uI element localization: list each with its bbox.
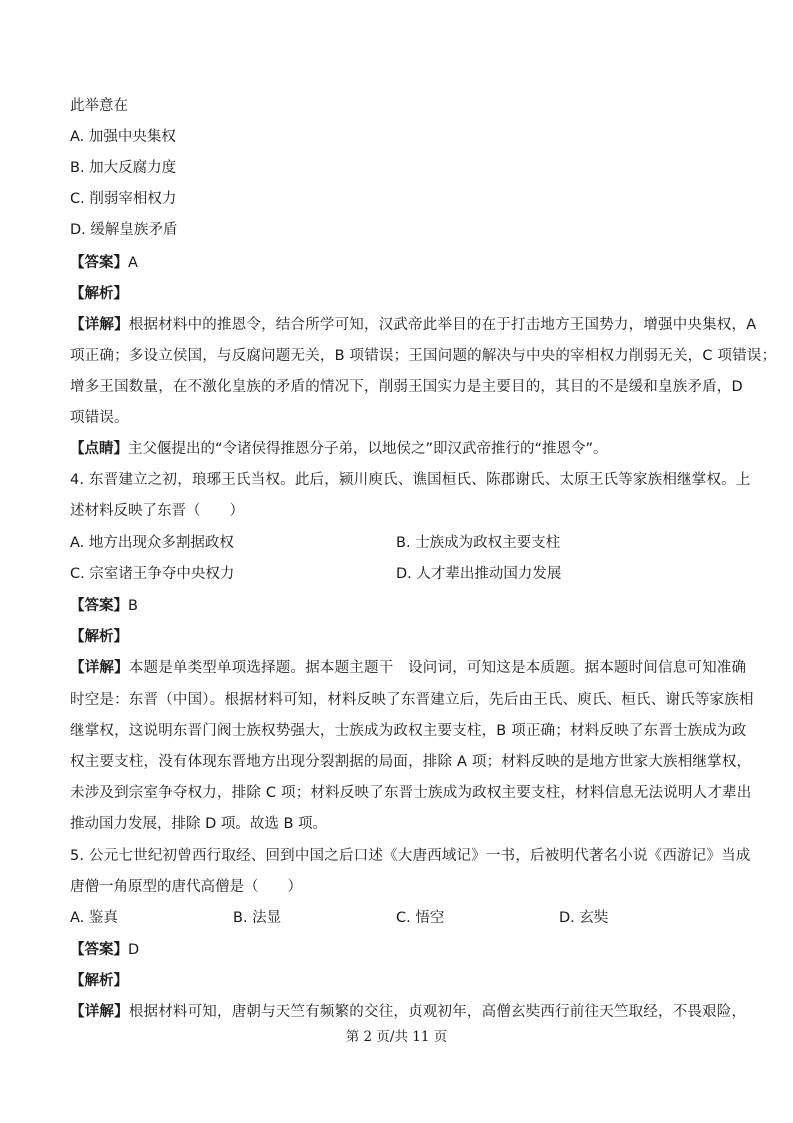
- q3-analysis-tag: [70, 284, 128, 304]
- q4-detail-line-2: 时空是：东晋（中国）。根据材料可知，材料反映了东晋建立后，先后由王氏、庾氏、桓氏、谢氏等家族相: [70, 692, 754, 708]
- answer-tag: 【答案】: [70, 255, 128, 271]
- q4-option-b: B. 士族成为政权主要支柱: [396, 535, 561, 551]
- q4-option-a: A. 地方出现众多割据政权: [70, 535, 234, 551]
- answer-value: A: [128, 255, 138, 271]
- analysis-tag: 【解析】: [70, 629, 128, 645]
- q3-detail-line-2: 项正确；多设立侯国，与反腐问题无关，B 项错误；王国问题的解决与中央的宰相权力削弱无关，C 项错误；: [70, 348, 777, 364]
- q3-option-a: A. 加强中央集权: [70, 129, 176, 145]
- answer-tag: 【答案】: [70, 598, 128, 614]
- q4-detail-line-4: 权主要支柱，没有体现东晋地方出现分裂割据的局面，排除 A 项；材料反映的是地方世家大族相继掌权，: [70, 754, 752, 770]
- q3-option-d: D. 缓解皇族矛盾: [70, 222, 178, 238]
- detail-tag: 【详解】: [70, 660, 129, 676]
- detail-tag: 【详解】: [70, 317, 129, 333]
- q4-option-c: C. 宗室诸王争夺中央权力: [70, 566, 235, 582]
- q5-answer: [70, 940, 139, 960]
- analysis-tag: 【解析】: [70, 973, 128, 989]
- answer-value: D: [128, 942, 140, 958]
- q5-stem-line-1: 5. 公元七世纪初曾西行取经、回到中国之后口述《大唐西域记》一书，后被明代著名小说《西游记》当成: [70, 848, 751, 864]
- q4-detail-line-3: 继掌权，这说明东晋门阀士族权势强大，士族成为政权主要支柱，B 项正确；材料反映了东晋士族成为政: [70, 723, 747, 739]
- q4-option-d: D. 人才辈出推动国力发展: [396, 566, 562, 582]
- q4-stem-line-2: 述材料反映了东晋（ ）: [70, 503, 244, 519]
- answer-tag: 【答案】: [70, 942, 128, 958]
- analysis-tag: 【解析】: [70, 286, 128, 302]
- q3-stem-tail: 此举意在: [70, 98, 128, 114]
- q3-note: [70, 439, 608, 459]
- detail-text: 根据材料可知，唐朝与天竺有频繁的交往，贞观初年，高僧玄奘西行前往天竺取经，不畏艰险，: [128, 1004, 747, 1020]
- q3-answer: [70, 253, 138, 273]
- note-tag: 【点睛】: [70, 441, 128, 457]
- q5-option-c: C. 悟空: [396, 910, 445, 926]
- q3-detail-line-1: [70, 315, 756, 335]
- q5-stem-line-2: 唐僧一角原型的唐代高僧是（ ）: [70, 879, 302, 895]
- q3-option-c: C. 削弱宰相权力: [70, 191, 177, 207]
- q4-detail-line-1: [70, 658, 746, 678]
- q4-stem-line-1: 4. 东晋建立之初，琅琊王氏当权。此后，颍川庾氏、谯国桓氏、陈郡谢氏、太原王氏等家族相继掌权。上: [70, 472, 751, 488]
- q3-detail-line-4: 项错误。: [70, 410, 129, 426]
- q4-detail-line-5: 未涉及到宗室争夺权力，排除 C 项；材料反映了东晋士族成为政权主要支柱，材料信息无法说明人才辈出: [70, 785, 752, 801]
- page-footer: 第 2 页/共 11 页: [345, 1029, 448, 1045]
- q5-option-a: A. 鉴真: [70, 910, 118, 926]
- q5-option-d: D. 玄奘: [559, 910, 609, 926]
- q5-analysis-tag: [70, 971, 128, 991]
- answer-value: B: [128, 598, 138, 614]
- detail-tag: 【详解】: [70, 1004, 129, 1020]
- q3-detail-line-3: 增多王国数量，在不激化皇族的矛盾的情况下，削弱王国实力是主要目的，其目的不是缓和皇族矛盾，D: [70, 379, 743, 395]
- q5-option-b: B. 法显: [233, 910, 282, 926]
- q4-detail-line-6: 推动国力发展，排除 D 项。故选 B 项。: [70, 816, 328, 832]
- q3-option-b: B. 加大反腐力度: [70, 160, 177, 176]
- q4-analysis-tag: [70, 627, 128, 647]
- q4-answer: [70, 596, 138, 616]
- detail-text: 本题是单类型单项选择题。据本题主题干 设问词，可知这是本质题。据本题时间信息可知准确: [128, 660, 747, 676]
- detail-text: 根据材料中的推恩令，结合所学可知，汉武帝此举目的在于打击地方王国势力，增强中央集权，A: [128, 317, 757, 333]
- note-text: 主父偃提出的“令诸侯得推恩分子弟，以地侯之”即汉武帝推行的“推恩令”。: [128, 441, 608, 457]
- q5-detail-line-1: [70, 1002, 746, 1022]
